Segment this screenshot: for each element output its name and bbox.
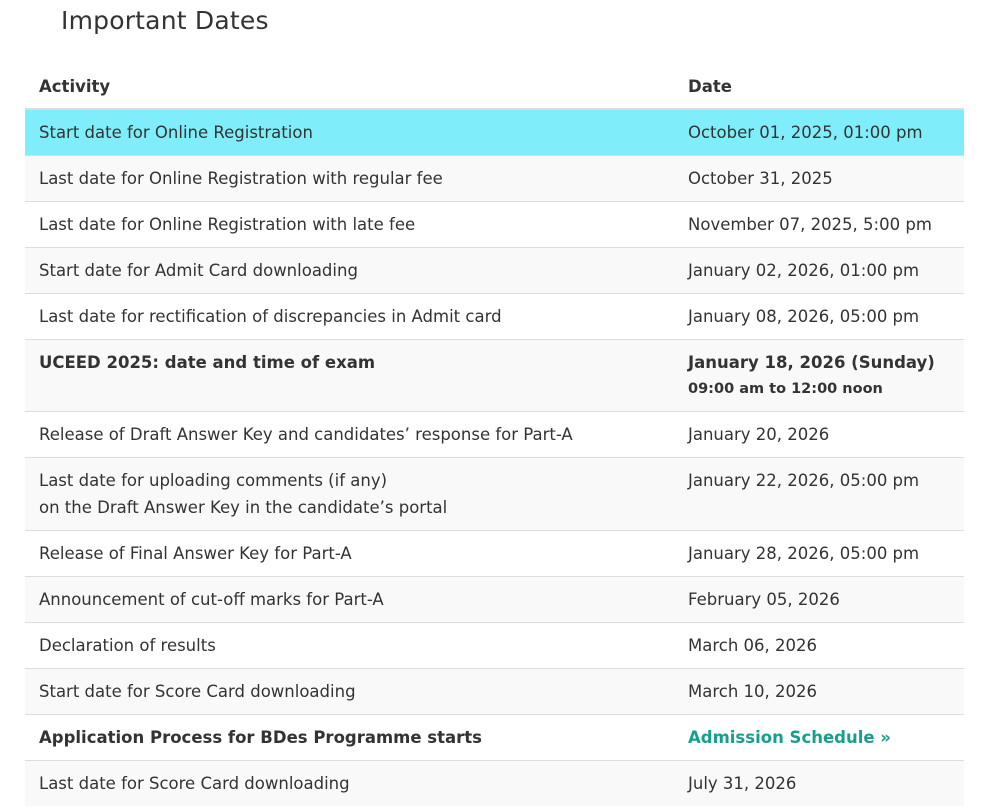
table-row: [25, 531, 964, 577]
activity-cell: Release of Final Answer Key for Part-A: [25, 531, 688, 577]
page-title: Important Dates: [61, 6, 269, 35]
activity-cell: Start date for Score Card downloading: [25, 669, 688, 715]
table-row: [25, 623, 964, 669]
activity-line: on the Draft Answer Key in the candidate’s portal: [39, 498, 448, 517]
activity-cell: Start date for Online Registration: [25, 109, 688, 156]
activity-cell: Last date for rectification of discrepancies in Admit card: [25, 294, 688, 340]
activity-cell: Last date for Online Registration with regular fee: [25, 156, 688, 202]
date-cell: March 06, 2026: [688, 623, 964, 669]
activity-cell: Declaration of results: [25, 623, 688, 669]
activity-cell: Last date for Score Card downloading: [25, 761, 688, 807]
activity-cell: Release of Draft Answer Key and candidates’ response for Part-A: [25, 412, 688, 458]
date-cell: March 10, 2026: [688, 669, 964, 715]
table-row: [25, 669, 964, 715]
admission-schedule-link[interactable]: Admission Schedule »: [688, 728, 891, 747]
table-row: [25, 156, 964, 202]
date-cell: January 20, 2026: [688, 412, 964, 458]
table-row: [25, 109, 964, 156]
date-cell: [688, 340, 964, 412]
exam-time: 09:00 am to 12:00 noon: [688, 381, 883, 397]
activity-cell: Last date for Online Registration with late fee: [25, 202, 688, 248]
date-cell: January 28, 2026, 05:00 pm: [688, 531, 964, 577]
date-cell: October 01, 2025, 01:00 pm: [688, 109, 964, 156]
activity-cell: UCEED 2025: date and time of exam: [25, 340, 688, 412]
activity-cell: [25, 458, 688, 531]
exam-date: January 18, 2026 (Sunday): [688, 353, 935, 372]
important-dates-table: [25, 64, 964, 806]
table-row: [25, 577, 964, 623]
date-cell: January 08, 2026, 05:00 pm: [688, 294, 964, 340]
date-cell: January 22, 2026, 05:00 pm: [688, 458, 964, 531]
date-cell: October 31, 2025: [688, 156, 964, 202]
activity-cell: Application Process for BDes Programme starts: [25, 715, 688, 761]
table-row-exam: [25, 340, 964, 412]
column-header-date: Date: [688, 64, 964, 109]
table-row-application: [25, 715, 964, 761]
activity-cell: Start date for Admit Card downloading: [25, 248, 688, 294]
date-cell: November 07, 2025, 5:00 pm: [688, 202, 964, 248]
date-cell: [688, 715, 964, 761]
column-header-activity: Activity: [25, 64, 688, 109]
table-row: [25, 761, 964, 807]
date-cell: February 05, 2026: [688, 577, 964, 623]
date-cell: January 02, 2026, 01:00 pm: [688, 248, 964, 294]
activity-cell: Announcement of cut-off marks for Part-A: [25, 577, 688, 623]
date-cell: July 31, 2026: [688, 761, 964, 807]
table-row: [25, 412, 964, 458]
table-row: [25, 294, 964, 340]
table-row: [25, 458, 964, 531]
table-header-row: [25, 64, 964, 109]
table-row: [25, 202, 964, 248]
table-row: [25, 248, 964, 294]
activity-line: Last date for uploading comments (if any): [39, 471, 388, 490]
